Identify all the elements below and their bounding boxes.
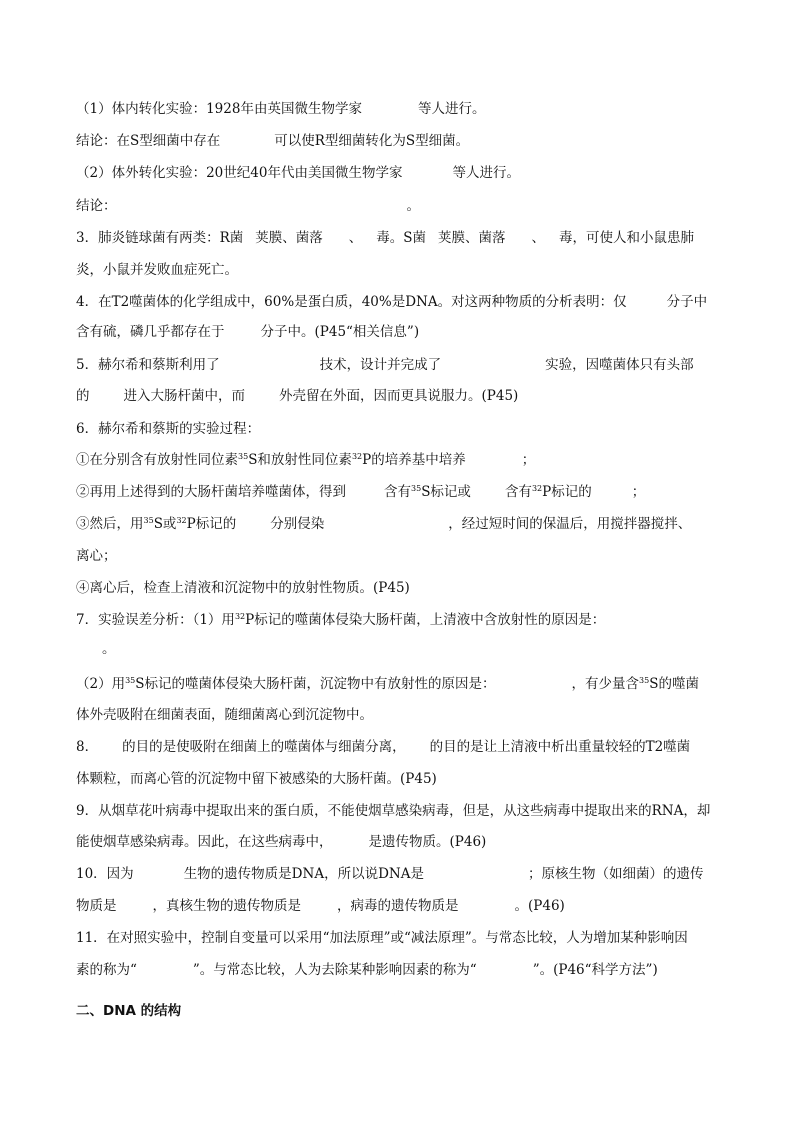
- line-13: ②再用上述得到的大肠杆菌培养噬菌体，得到 含有$^{35}$S标记或 含有$^{32}$P标记的 ；: [76, 484, 646, 500]
- line-18: 。: [102, 641, 116, 657]
- line-21: 8． 的目的是使吸附在细菌上的噬菌体与细菌分离， 的目的是让上清液中析出重量较轻的T2噬菌: [76, 739, 691, 755]
- line-15: 离心；: [76, 548, 117, 564]
- section-heading: 二、DNA 的结构: [76, 1003, 182, 1019]
- line-28: 素的称为“ ”。与常态比较，人为去除某种影响因素的称为“ ”。(P46“科学方法”): [76, 962, 658, 978]
- line-22: 体颗粒，而离心管的沉淀物中留下被感染的大肠杆菌。(P45): [76, 771, 437, 787]
- line-12: ①在分别含有放射性同位素$^{35}$S和放射性同位素$^{32}$P的培养基中培养 ；: [76, 452, 536, 468]
- line-27: 11．在对照实验中，控制自变量可以采用“加法原理”或“减法原理”。与常态比较，人为增加某种影响因: [76, 930, 688, 946]
- line-7: 4．在T2噬菌体的化学组成中，60%是蛋白质，40%是DNA。对这两种物质的分析表明：仅 分子中: [76, 294, 708, 310]
- line-11: 6．赫尔希和蔡斯的实验过程：: [76, 421, 261, 437]
- line-23: 9．从烟草花叶病毒中提取出来的蛋白质，不能使烟草感染病毒，但是，从这些病毒中提取出来的RNA，却: [76, 803, 711, 819]
- line-20: 体外壳吸附在细菌表面，随细菌离心到沉淀物中。: [76, 707, 373, 723]
- line-26: 物质是 ，真核生物的遗传物质是 ，病毒的遗传物质是 。(P46): [76, 898, 565, 914]
- line-25: 10．因为 生物的遗传物质是DNA，所以说DNA是 ；原核生物（如细菌）的遗传: [76, 866, 704, 882]
- line-8: 含有硫，磷几乎都存在于 分子中。(P45“相关信息”): [76, 324, 420, 340]
- line-5: 3．肺炎链球菌有两类：R菌 荚膜、菌落 、 毒。S菌 荚膜、菌落 、 毒，可使人和小鼠患肺: [76, 230, 695, 246]
- line-3: （2）体外转化实验：20世纪40年代由美国微生物学家 等人进行。: [76, 165, 520, 181]
- line-1: （1）体内转化实验：1928年由英国微生物学家 等人进行。: [76, 101, 486, 117]
- line-10: 的 进入大肠杆菌中，而 外壳留在外面，因而更具说服力。(P45): [76, 388, 519, 404]
- line-2: 结论：在S型细菌中存在 可以使R型细菌转化为S型细菌。: [76, 133, 470, 149]
- line-24: 能使烟草感染病毒。因此，在这些病毒中， 是遗传物质。(P46): [76, 834, 487, 850]
- line-19: （2）用$^{35}$S标记的噬菌体侵染大肠杆菌，沉淀物中有放射性的原因是： ，有少量含$^{35}$S的噬菌: [76, 676, 699, 692]
- line-4: 结论： 。: [76, 198, 420, 214]
- line-17: 7．实验误差分析：（1）用$^{32}$P标记的噬菌体侵染大肠杆菌，上清液中含放射性的原因是：: [76, 612, 606, 628]
- line-14: ③然后，用$^{35}$S或$^{32}$P标记的 分别侵染 ，经过短时间的保温后，用搅拌器搅拌、: [76, 516, 692, 532]
- line-16: ④离心后，检查上清液和沉淀物中的放射性物质。(P45): [76, 580, 410, 596]
- line-6: 炎，小鼠并发败血症死亡。: [76, 262, 238, 278]
- line-9: 5．赫尔希和蔡斯利用了 技术，设计并完成了 实验，因噬菌体只有头部: [76, 357, 694, 373]
